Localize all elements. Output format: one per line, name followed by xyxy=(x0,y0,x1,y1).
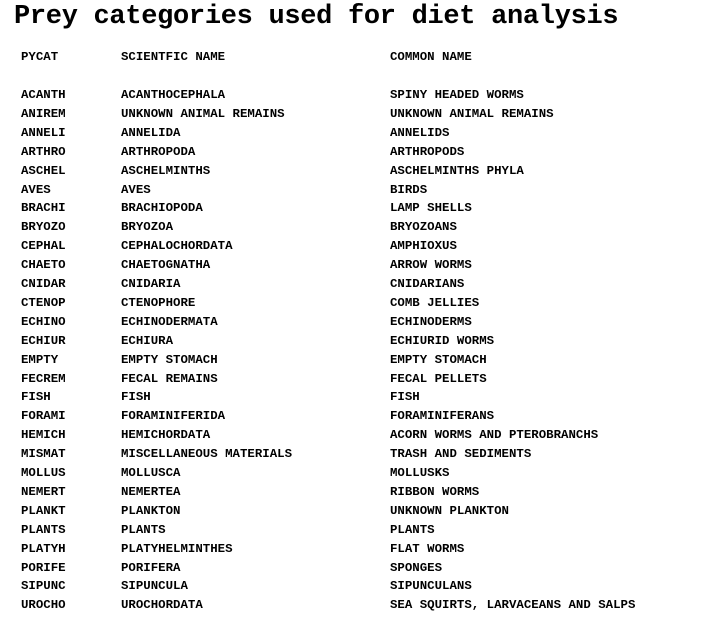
cell-common-name: LAMP SHELLS xyxy=(390,201,472,216)
table-row xyxy=(0,483,721,502)
cell-pycat: CTENOP xyxy=(21,295,66,310)
cell-common-name: COMB JELLIES xyxy=(390,295,480,310)
cell-common-name: TRASH AND SEDIMENTS xyxy=(390,447,532,462)
cell-common-name: SEA SQUIRTS, LARVACEANS AND SALPS xyxy=(390,598,636,613)
cell-scientific-name: MOLLUSCA xyxy=(121,466,181,480)
cell-scientific-name: PLANTS xyxy=(121,522,166,537)
cell-pycat: MISMAT xyxy=(21,447,66,462)
cell-scientific-name: FISH xyxy=(121,390,151,405)
cell-common-name: FORAMINIFERANS xyxy=(390,409,495,424)
cell-pycat: BRYOZO xyxy=(21,220,66,235)
table-row xyxy=(0,218,721,237)
cell-common-name: SIPUNCULANS xyxy=(390,579,472,594)
cell-common-name: SPONGES xyxy=(390,560,443,575)
cell-scientific-name: ECHIURA xyxy=(121,333,174,348)
cell-pycat: PLANKT xyxy=(21,503,66,518)
table-row xyxy=(0,86,721,105)
cell-pycat: UROCHO xyxy=(21,598,66,613)
cell-common-name: PLANTS xyxy=(390,522,435,537)
cell-common-name: SPINY HEADED WORMS xyxy=(390,88,524,102)
cell-common-name: MOLLUSKS xyxy=(390,466,450,480)
cell-pycat: PORIFE xyxy=(21,560,66,575)
cell-scientific-name: NEMERTEA xyxy=(121,484,181,499)
cell-pycat: FORAMI xyxy=(21,409,66,424)
cell-scientific-name: CTENOPHORE xyxy=(121,295,196,310)
cell-common-name: ACORN WORMS AND PTEROBRANCHS xyxy=(390,428,599,443)
cell-common-name: UNKNOWN ANIMAL REMAINS xyxy=(390,106,554,121)
cell-scientific-name: BRYOZOA xyxy=(121,220,174,235)
page-title: Prey categories used for diet analysis xyxy=(14,2,619,32)
table-row xyxy=(0,124,721,143)
cell-common-name: ECHINODERMS xyxy=(390,314,472,329)
table-row xyxy=(0,559,721,578)
table-row xyxy=(0,596,721,615)
table-row xyxy=(0,181,721,200)
cell-scientific-name: FECAL REMAINS xyxy=(121,371,218,386)
cell-scientific-name: MISCELLANEOUS MATERIALS xyxy=(121,447,293,462)
table-row xyxy=(0,407,721,426)
cell-scientific-name: SIPUNCULA xyxy=(121,579,188,594)
table-row xyxy=(0,502,721,521)
table-row xyxy=(0,105,721,124)
table-row xyxy=(0,199,721,218)
cell-pycat: AVES xyxy=(21,182,51,197)
cell-common-name: RIBBON WORMS xyxy=(390,484,480,499)
cell-pycat: CEPHAL xyxy=(21,239,66,254)
table-row xyxy=(0,370,721,389)
table-row xyxy=(0,464,721,483)
table-row xyxy=(0,162,721,181)
cell-scientific-name: CHAETOGNATHA xyxy=(121,258,211,273)
cell-common-name: ANNELIDS xyxy=(390,125,450,140)
column-header-common-name: COMMON NAME xyxy=(390,50,472,64)
cell-scientific-name: FORAMINIFERIDA xyxy=(121,409,226,424)
cell-scientific-name: ACANTHOCEPHALA xyxy=(121,88,226,102)
cell-common-name: ASCHELMINTHS PHYLA xyxy=(390,163,524,178)
cell-common-name: CNIDARIANS xyxy=(390,277,465,291)
cell-pycat: CNIDAR xyxy=(21,277,66,291)
cell-pycat: PLANTS xyxy=(21,522,66,537)
table-row xyxy=(0,313,721,332)
cell-pycat: ANNELI xyxy=(21,125,66,140)
cell-pycat: CHAETO xyxy=(21,258,66,273)
cell-scientific-name: PLANKTON xyxy=(121,503,181,518)
table-row xyxy=(0,577,721,596)
cell-common-name: UNKNOWN PLANKTON xyxy=(390,503,509,518)
cell-scientific-name: HEMICHORDATA xyxy=(121,428,211,443)
cell-scientific-name: UNKNOWN ANIMAL REMAINS xyxy=(121,106,285,121)
cell-scientific-name: PLATYHELMINTHES xyxy=(121,541,233,556)
cell-scientific-name: AVES xyxy=(121,182,151,197)
cell-scientific-name: ANNELIDA xyxy=(121,125,181,140)
cell-common-name: ARROW WORMS xyxy=(390,258,472,273)
table-row xyxy=(0,256,721,275)
table-row xyxy=(0,445,721,464)
cell-pycat: ANIREM xyxy=(21,106,66,121)
table-row xyxy=(0,143,721,162)
cell-common-name: AMPHIOXUS xyxy=(390,239,457,254)
cell-common-name: BRYOZOANS xyxy=(390,220,457,235)
cell-common-name: EMPTY STOMACH xyxy=(390,352,487,367)
table-row xyxy=(0,275,721,294)
cell-scientific-name: EMPTY STOMACH xyxy=(121,352,218,367)
cell-common-name: ARTHROPODS xyxy=(390,144,465,159)
cell-pycat: ACANTH xyxy=(21,88,66,102)
cell-pycat: ARTHRO xyxy=(21,144,66,159)
table-row xyxy=(0,426,721,445)
cell-pycat: ECHINO xyxy=(21,314,66,329)
cell-scientific-name: ARTHROPODA xyxy=(121,144,196,159)
cell-pycat: FISH xyxy=(21,390,51,405)
cell-scientific-name: UROCHORDATA xyxy=(121,598,203,613)
table-row xyxy=(0,294,721,313)
table-row xyxy=(0,351,721,370)
cell-scientific-name: ASCHELMINTHS xyxy=(121,163,211,178)
table-row xyxy=(0,540,721,559)
cell-pycat: NEMERT xyxy=(21,484,66,499)
cell-common-name: BIRDS xyxy=(390,182,428,197)
cell-pycat: ASCHEL xyxy=(21,163,66,178)
table-row xyxy=(0,237,721,256)
cell-pycat: BRACHI xyxy=(21,201,66,216)
cell-scientific-name: ECHINODERMATA xyxy=(121,314,218,329)
cell-pycat: PLATYH xyxy=(21,541,66,556)
column-header-pycat: PYCAT xyxy=(21,50,59,64)
cell-pycat: SIPUNC xyxy=(21,579,66,594)
cell-scientific-name: BRACHIOPODA xyxy=(121,201,203,216)
cell-pycat: FECREM xyxy=(21,371,66,386)
cell-pycat: MOLLUS xyxy=(21,466,66,480)
cell-pycat: HEMICH xyxy=(21,428,66,443)
cell-common-name: FLAT WORMS xyxy=(390,541,465,556)
cell-pycat: ECHIUR xyxy=(21,333,66,348)
cell-pycat: EMPTY xyxy=(21,352,59,367)
table-header-row xyxy=(0,48,721,67)
cell-common-name: FECAL PELLETS xyxy=(390,371,487,386)
cell-common-name: ECHIURID WORMS xyxy=(390,333,495,348)
cell-scientific-name: CEPHALOCHORDATA xyxy=(121,239,233,254)
table-row xyxy=(0,388,721,407)
cell-scientific-name: PORIFERA xyxy=(121,560,181,575)
column-header-scientific-name: SCIENTFIC NAME xyxy=(121,50,226,64)
cell-common-name: FISH xyxy=(390,390,420,405)
cell-scientific-name: CNIDARIA xyxy=(121,277,181,291)
table-row xyxy=(0,332,721,351)
table-row xyxy=(0,521,721,540)
